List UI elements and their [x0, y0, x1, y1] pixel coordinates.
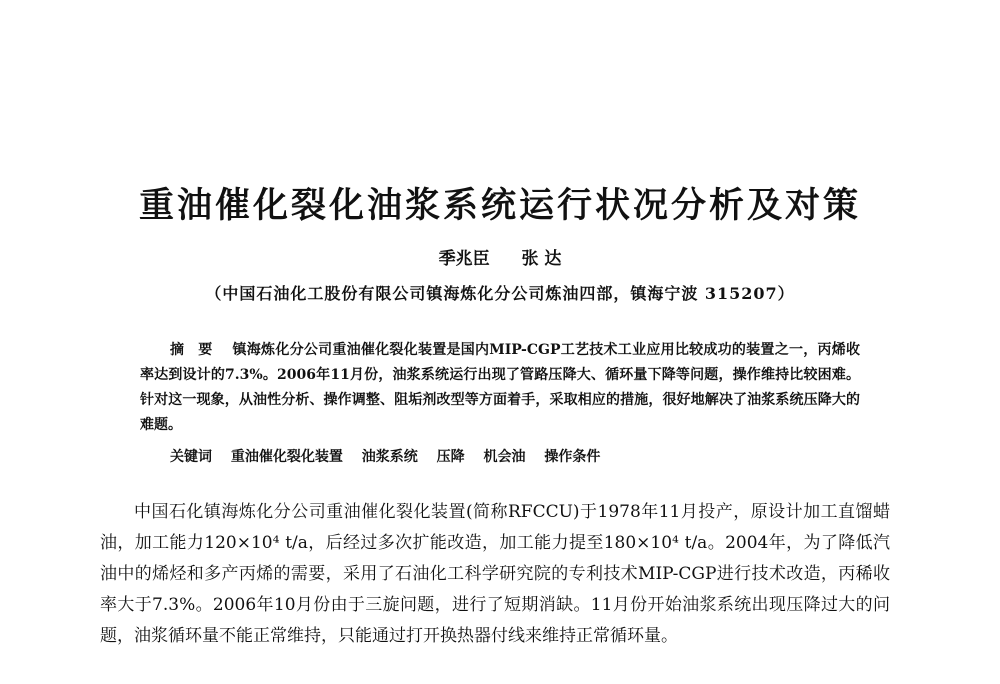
keyword: 操作条件 [544, 449, 601, 465]
body-paragraph: 中国石化镇海炼化分公司重油催化裂化装置(简称RFCCU)于1978年11月投产，原设计加工直馏蜡油，加工能力120×10⁴ t/a，后经过多次扩能改造，加工能力提至180×10⁴ t/a。2004年，为了降低汽油中的烯烃和多产丙烯的需要，采用了石油化工科学研究院的专利技术MIP-CGP进行技术改造，丙稀收率大于7.3%。2006年10月份由于三旋问题，进行了短期消缺。11月份开始油浆系统出现压降过大的问题，油浆循环量不能正常维持，只能通过打开换热器付线来维持正常循环量。 [100, 502, 890, 646]
abstract-label: 摘要 [170, 342, 227, 358]
author-name: 季兆臣 [438, 249, 490, 269]
author-name: 张 达 [521, 249, 562, 269]
keyword: 重油催化裂化装置 [230, 449, 343, 465]
keyword: 油浆系统 [361, 449, 418, 465]
abstract-text: 镇海炼化分公司重油催化裂化装置是国内MIP-CGP工艺技术工业应用比较成功的装置之一，丙烯收率达到设计的7.3%。2006年11月份，油浆系统运行出现了管路压降大、循环量下降等问题，操作维持比较困难。针对这一现象，从油性分析、操作调整、阻垢剂改型等方面着手，采取相应的措施，很好地解决了油浆系统压降大的难题。 [140, 342, 860, 433]
keyword: 机会油 [483, 449, 526, 465]
body-text [100, 497, 890, 652]
author-list [0, 244, 1000, 269]
keyword: 压降 [436, 449, 465, 465]
keywords [170, 446, 870, 466]
affiliation: （中国石油化工股份有限公司镇海炼化分公司炼油四部，镇海宁波 315207） [205, 284, 795, 303]
paper-title: 重油催化裂化油浆系统运行状况分析及对策 [138, 186, 861, 226]
keywords-label: 关键词 [170, 449, 212, 465]
abstract [140, 338, 860, 438]
